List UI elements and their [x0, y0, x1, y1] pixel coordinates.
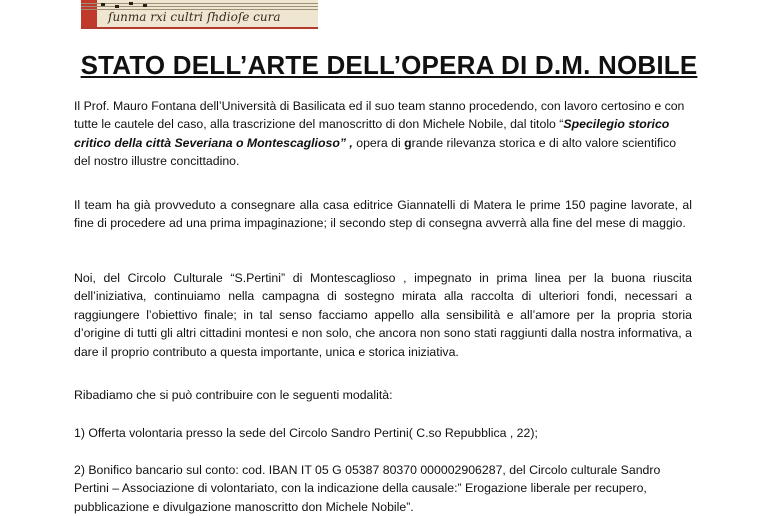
- paragraph-modalities-intro: Ribadiamo che si può contribuire con le seguenti modalità:: [74, 388, 393, 402]
- neume-notes-icon: [95, 1, 155, 10]
- list-item-offer: 1) Offerta volontaria presso la sede del Circolo Sandro Pertini( C.so Repubblica , 22);: [74, 426, 538, 440]
- bold-letter: g: [404, 135, 412, 150]
- list-item-bank-transfer: 2) Bonifico bancario sul conto: cod. IBAN IT 05 G 05387 80370 000002906287, del Circolo culturale Sandro Pertini – Associazione di volontariato, con la indicazione della causale:” Erogazione liberale per recupero, pubblicazione e divulgazione manoscritto don Michele Nobile”.: [74, 463, 661, 514]
- paragraph-intro-text-c: rande rilevanza storica e di alto valore scientifico del nostro illustre concittadino.: [74, 135, 677, 169]
- manuscript-header-image: [81, 0, 318, 29]
- paragraph-intro-text-a: Il Prof. Mauro Fontana dell’Università di Basilicata ed il suo team stanno procedendo, con lavoro certosino e con tutte le cautele del caso, alla trascrizione del manoscritto di don Michele Nobile, dal titolo “: [74, 99, 685, 132]
- paragraph-intro-text-b: opera di: [352, 135, 405, 150]
- paragraph-appeal: Noi, del Circolo Culturale “S.Pertini” di Montescaglioso , impegnato in prima linea per la buona riuscita dell’iniziativa, continuiamo nella campagna di sostegno mirata alla raccolta di ulteriori fondi, necessari a raggiungere l’obiettivo finale; in tal senso facciamo appello alla sensibilità e all’amore per la propria storia d’origine di tutti gli altri cittadini montesi e non solo, che ancora non sono stati raggiunti dalla nostra informativa, a dare il proprio contributo a questa importante, unica e storica iniziativa.: [74, 271, 692, 359]
- manuscript-script-text: ſunma rxi cultri ſhdioſe cura: [108, 10, 281, 24]
- page-title: STATO DELL’ARTE DELL’OPERA DI D.M. NOBILE: [80, 50, 698, 80]
- paragraph-intro: [74, 97, 692, 171]
- manuscript-title: Specilegio storico critico della città Severiana o Montescaglioso” ,: [74, 117, 670, 150]
- paragraph-delivery: Il team ha già provveduto a consegnare alla casa editrice Giannatelli di Matera le prime 150 pagine lavorate, al fine di procedere ad una prima impaginazione; il secondo step di consegna avverrà alla fine del mese di maggio.: [74, 198, 692, 231]
